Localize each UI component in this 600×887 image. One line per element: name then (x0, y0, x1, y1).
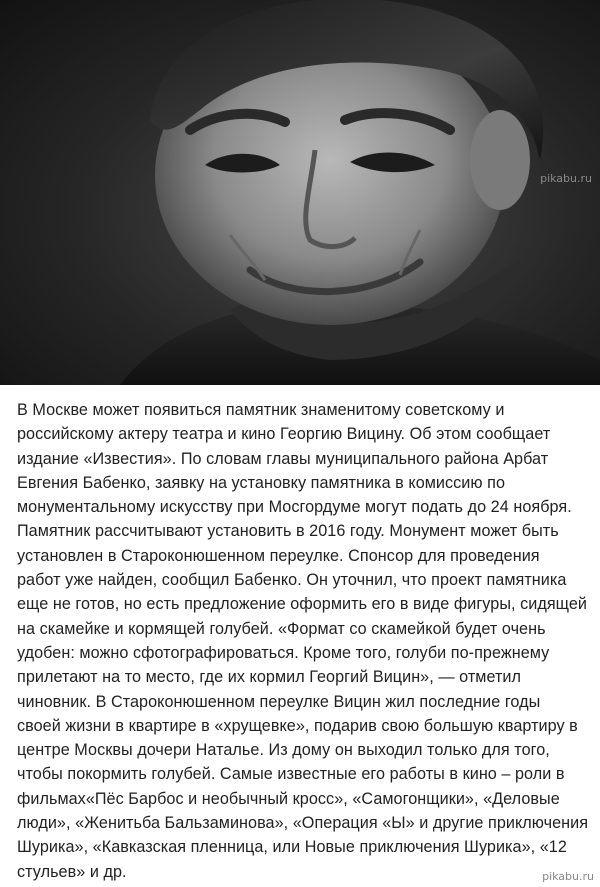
article-line: фильмах«Пёс Барбос и необычный кросс», «Самогонщики», «Деловые (17, 789, 560, 808)
article-line: центре Москвы дочери Наталье. Из дому он выходил только для того, (17, 741, 550, 760)
portrait-photo (0, 0, 600, 385)
article-line: удобен: можно сфотографироваться. Кроме того, голуби по-прежнему (17, 643, 550, 662)
article-line: стульев» и др. (17, 862, 127, 881)
article-line: своей жизни в квартире в «хрущевке», подарив свою большую квартиру в (17, 716, 578, 735)
article-line: работ уже найден, сообщил Бабенко. Он уточнил, что проект памятника (17, 571, 567, 590)
article-text (17, 398, 587, 884)
article-line: прилетают на то место, где их кормил Георгий Вицин», — отметил (17, 668, 522, 687)
article-line: издание «Известия». По словам главы муниципального района Арбат (17, 449, 549, 468)
article-line: монументальному искусству при Мосгордуме могут подать до 24 ноября. (17, 498, 572, 517)
site-watermark: pikabu.ru (542, 870, 594, 883)
article-line: еще не готов, но есть предложение оформить его в виде фигуры, сидящей (17, 595, 587, 614)
article-line: люди», «Женитьба Бальзаминова», «Операция «Ы» и другие приключения (17, 814, 589, 833)
article-line: Памятник рассчитывают установить в 2016 году. Монумент может быть (17, 522, 559, 541)
photo-watermark: pikabu.ru (540, 172, 592, 185)
article-line: установлен в Староконюшенном переулке. Спонсор для проведения (17, 546, 540, 565)
article-line: чтобы покормить голубей. Самые известные его работы в кино – роли в (17, 765, 565, 784)
article-line: Евгения Бабенко, заявку на установку памятника в комиссию по (17, 473, 505, 492)
article-line: на скамейке и кормящей голубей. «Формат со скамейкой будет очень (17, 619, 546, 638)
article-line: В Москве может появиться памятник знаменитому советскому и (17, 401, 505, 419)
portrait-illustration (0, 0, 600, 385)
article-line: российскому актеру театра и кино Георгию Вицину. Об этом сообщает (17, 425, 551, 444)
article-line: чиновник. В Староконюшенном переулке Вицин жил последние годы (17, 692, 541, 711)
article-line: Шурика», «Кавказская пленница, или Новые приключения Шурика», «12 (17, 838, 567, 857)
